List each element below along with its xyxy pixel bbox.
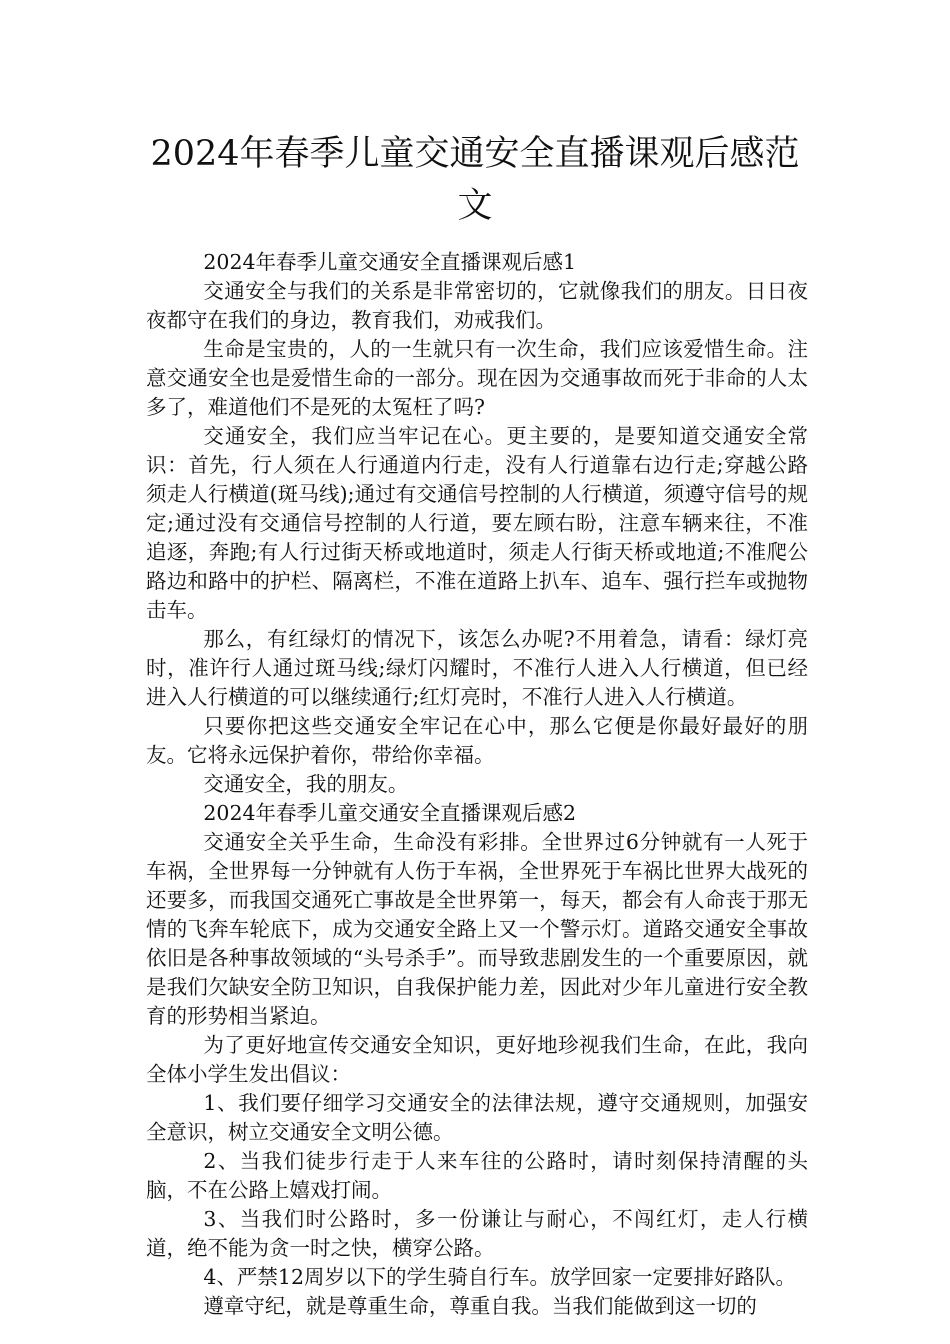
- paragraph: 遵章守纪，就是尊重生命，尊重自我。当我们能做到这一切的: [203, 1294, 757, 1318]
- document-title: 2024年春季儿童交通安全直播课观后感范文: [150, 134, 800, 226]
- paragraph: 那么，有红绿灯的情况下，该怎么办呢?不用着急，请看：绿灯亮时，准许行人通过斑马线;绿灯闪耀时，不准行人进入人行横道，但已经进入人行横道的可以继续通行;红灯亮时，不准行人进入人行横道。: [146, 627, 808, 709]
- list-item: 3、当我们时公路时，多一份谦让与耐心，不闯红灯，走人行横道，绝不能为贪一时之快，横穿公路。: [146, 1207, 808, 1260]
- list-item: 4、严禁12周岁以下的学生骑自行车。放学回家一定要排好路队。: [203, 1265, 797, 1289]
- paragraph: 交通安全，我们应当牢记在心。更主要的，是要知道交通安全常识：首先，行人须在人行通道内行走，没有人行道靠右边行走;穿越公路须走人行横道(斑马线);通过有交通信号控制的人行横道，须遵守信号的规定;通过没有交通信号控制的人行道，要左顾右盼，注意车辆来往，不准追逐，奔跑;有人行过街天桥或地道时，须走人行街天桥或地道;不准爬公路边和路中的护栏、隔离栏，不准在道路上扒车、追车、强行拦车或抛物击车。: [146, 424, 808, 622]
- paragraph: 交通安全与我们的关系是非常密切的，它就像我们的朋友。日日夜夜都守在我们的身边，教育我们，劝戒我们。: [146, 279, 808, 332]
- document-body: [146, 248, 808, 1321]
- list-item: 1、我们要仔细学习交通安全的法律法规，遵守交通规则，加强安全意识，树立交通安全文明公德。: [146, 1091, 808, 1144]
- paragraph: 为了更好地宣传交通安全知识，更好地珍视我们生命，在此，我向全体小学生发出倡议：: [146, 1033, 808, 1086]
- paragraph: 生命是宝贵的，人的一生就只有一次生命，我们应该爱惜生命。注意交通安全也是爱惜生命的一部分。现在因为交通事故而死于非命的人太多了，难道他们不是死的太冤枉了吗?: [146, 337, 808, 419]
- section-heading-1: 2024年春季儿童交通安全直播课观后感1: [203, 250, 577, 274]
- paragraph: 交通安全，我的朋友。: [203, 772, 409, 796]
- list-item: 2、当我们徒步行走于人来车往的公路时，请时刻保持清醒的头脑，不在公路上嬉戏打闹。: [146, 1149, 808, 1202]
- paragraph: 交通安全关乎生命，生命没有彩排。全世界过6分钟就有一人死于车祸，全世界每一分钟就有人伤于车祸，全世界死于车祸比世界大战死的还要多，而我国交通死亡事故是全世界第一，每天，都会有人命丧于那无情的飞奔车轮底下，成为交通安全路上又一个警示灯。道路交通安全事故依旧是各种事故领域的“头号杀手”。而导致悲剧发生的一个重要原因，就是我们欠缺安全防卫知识，自我保护能力差，因此对少年儿童进行安全教育的形势相当紧迫。: [146, 830, 808, 1028]
- section-heading-2: 2024年春季儿童交通安全直播课观后感2: [203, 801, 577, 825]
- paragraph: 只要你把这些交通安全牢记在心中，那么它便是你最好最好的朋友。它将永远保护着你，带给你幸福。: [146, 714, 808, 767]
